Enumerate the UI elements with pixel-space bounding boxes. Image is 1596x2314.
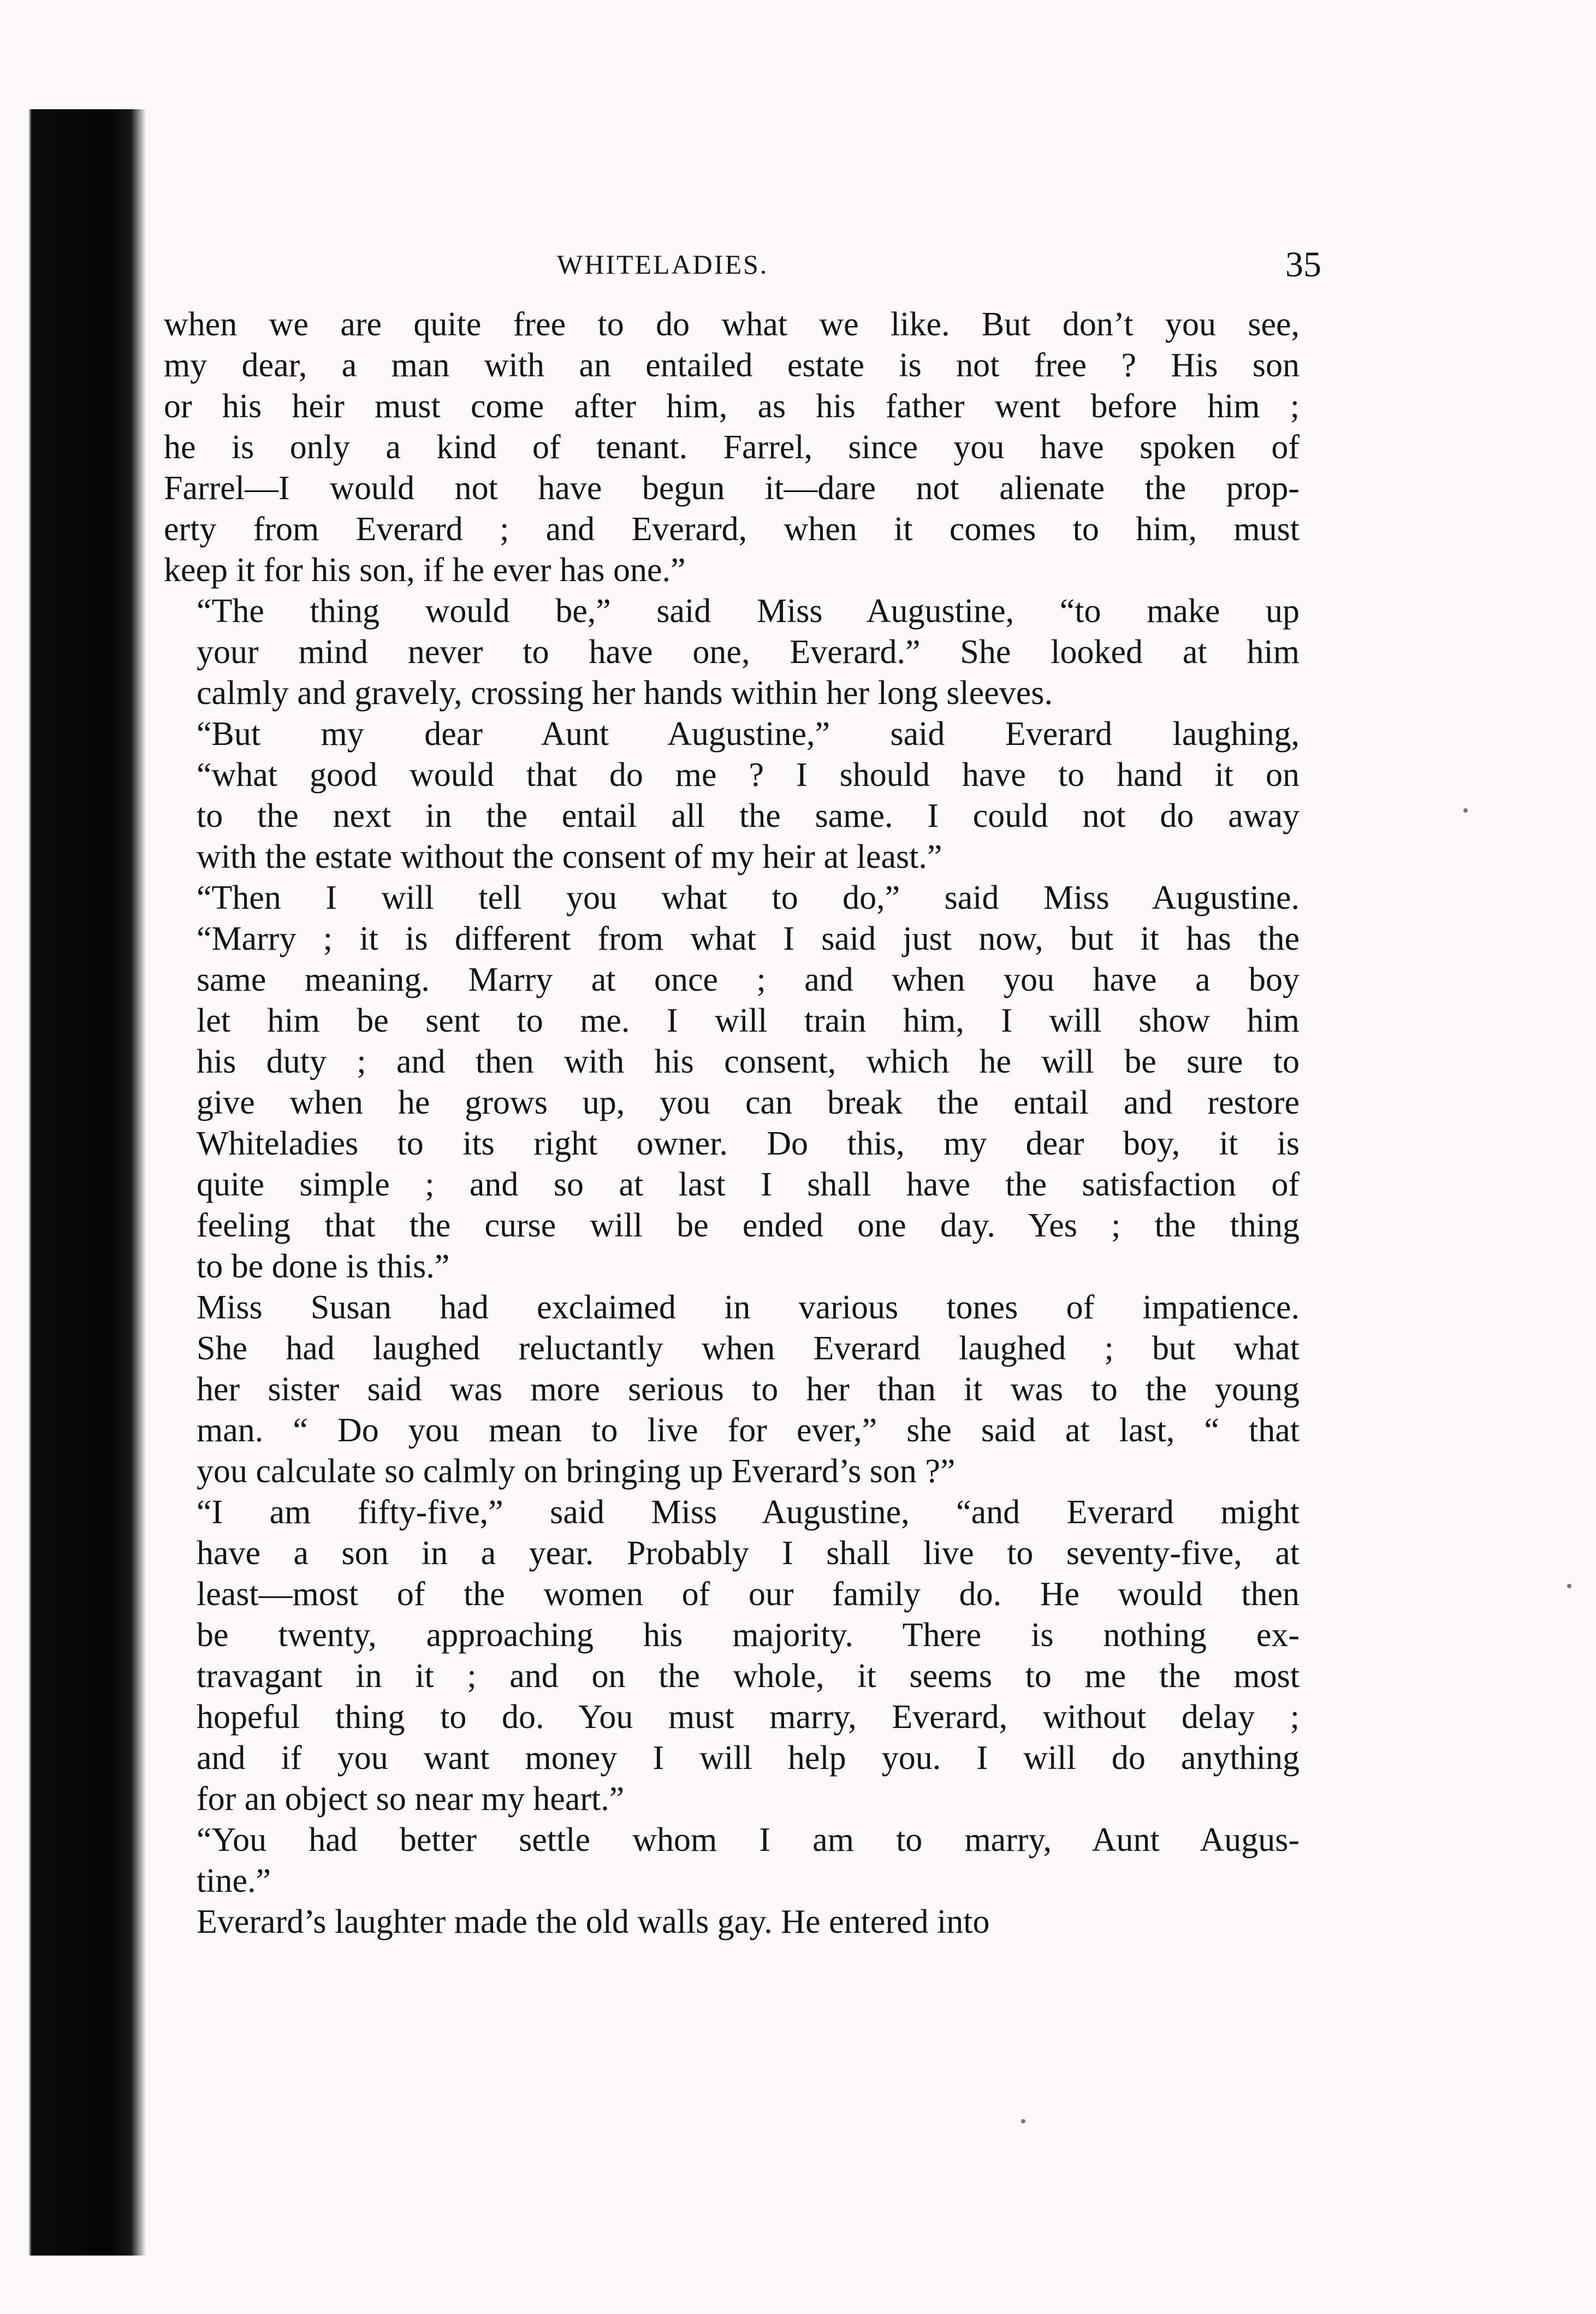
text-line: her sister said was more serious to her than it was to the young (197, 1371, 1300, 1408)
text-line: Whiteladies to its right owner. Do this, my dear boy, it is (197, 1125, 1300, 1162)
text-line: “what good would that do me ? I should have to hand it on (197, 756, 1300, 794)
page-header (164, 245, 1321, 298)
paragraph (164, 1492, 1300, 1820)
text-line: “I am fifty-five,” said Miss Augustine, “and Everard might (197, 1494, 1300, 1531)
text-line: “But my dear Aunt Augustine,” said Everard laughing, (197, 715, 1300, 753)
text-line: quite simple ; and so at last I shall have the satisfaction of (197, 1166, 1300, 1203)
body-text (164, 304, 1300, 1943)
text-line: to be done is this.” (197, 1248, 450, 1285)
text-line: or his heir must come after him, as his father went before him ; (164, 388, 1300, 425)
text-line: be twenty, approaching his majority. There is nothing ex- (197, 1617, 1300, 1654)
text-line: erty from Everard ; and Everard, when it comes to him, must (164, 511, 1300, 548)
text-line: least—most of the women of our family do. He would then (197, 1576, 1300, 1613)
text-line: let him be sent to me. I will train him, I will show him (197, 1002, 1300, 1039)
text-line: “You had better settle whom I am to marry, Aunt Augus- (197, 1821, 1300, 1859)
text-line: Everard’s laughter made the old walls gay. He entered into (197, 1903, 990, 1940)
page-number: 35 (1285, 245, 1321, 285)
text-line: tine.” (197, 1862, 271, 1899)
text-line: travagant in it ; and on the whole, it seems to me the most (197, 1658, 1300, 1695)
text-line: She had laughed reluctantly when Everard laughed ; but what (197, 1330, 1300, 1367)
text-line: “Marry ; it is different from what I said just now, but it has the (197, 920, 1300, 957)
text-line: for an object so near my heart.” (197, 1780, 625, 1818)
text-line: hopeful thing to do. You must marry, Everard, without delay ; (197, 1698, 1300, 1736)
text-line: same meaning. Marry at once ; and when you have a boy (197, 961, 1300, 998)
binding-shadow (0, 109, 147, 2256)
paragraph (164, 1287, 1300, 1492)
text-line: when we are quite free to do what we like. But don’t you see, (164, 306, 1300, 343)
paragraph (164, 1820, 1300, 1902)
text-line: my dear, a man with an entailed estate is not free ? His son (164, 347, 1300, 384)
print-speck (1021, 2119, 1025, 2123)
text-line: your mind never to have one, Everard.” She looked at him (197, 634, 1300, 671)
paragraph (164, 304, 1300, 591)
text-line: calmly and gravely, crossing her hands within her long sleeves. (197, 674, 1053, 712)
text-line: feeling that the curse will be ended one day. Yes ; the thing (197, 1207, 1300, 1244)
paragraph (164, 1902, 1300, 1943)
text-line: give when he grows up, you can break the entail and restore (197, 1084, 1300, 1121)
text-line: Miss Susan had exclaimed in various tones of impatience. (197, 1289, 1300, 1326)
text-line: Farrel—I would not have begun it—dare not alienate the prop- (164, 470, 1300, 507)
text-line: keep it for his son, if he ever has one.” (164, 552, 686, 589)
text-line: “Then I will tell you what to do,” said Miss Augustine. (197, 879, 1300, 916)
text-line: he is only a kind of tenant. Farrel, since you have spoken of (164, 429, 1300, 466)
running-title: WHITELADIES. (557, 249, 769, 280)
paragraph (164, 714, 1300, 878)
print-speck (1463, 808, 1468, 813)
book-page (164, 245, 1321, 2215)
text-line: have a son in a year. Probably I shall live to seventy-five, at (197, 1535, 1300, 1572)
text-line: you calculate so calmly on bringing up Everard’s son ?” (197, 1453, 956, 1490)
text-line: and if you want money I will help you. I will do anything (197, 1739, 1300, 1777)
paragraph (164, 878, 1300, 1287)
text-line: to the next in the entail all the same. I could not do away (197, 797, 1300, 835)
text-line: his duty ; and then with his consent, which he will be sure to (197, 1043, 1300, 1080)
print-speck (1567, 1584, 1571, 1588)
text-line: “The thing would be,” said Miss Augustine, “to make up (197, 593, 1300, 630)
text-line: with the estate without the consent of my heir at least.” (197, 838, 942, 875)
text-line: man. “ Do you mean to live for ever,” she said at last, “ that (197, 1412, 1300, 1449)
paragraph (164, 591, 1300, 714)
